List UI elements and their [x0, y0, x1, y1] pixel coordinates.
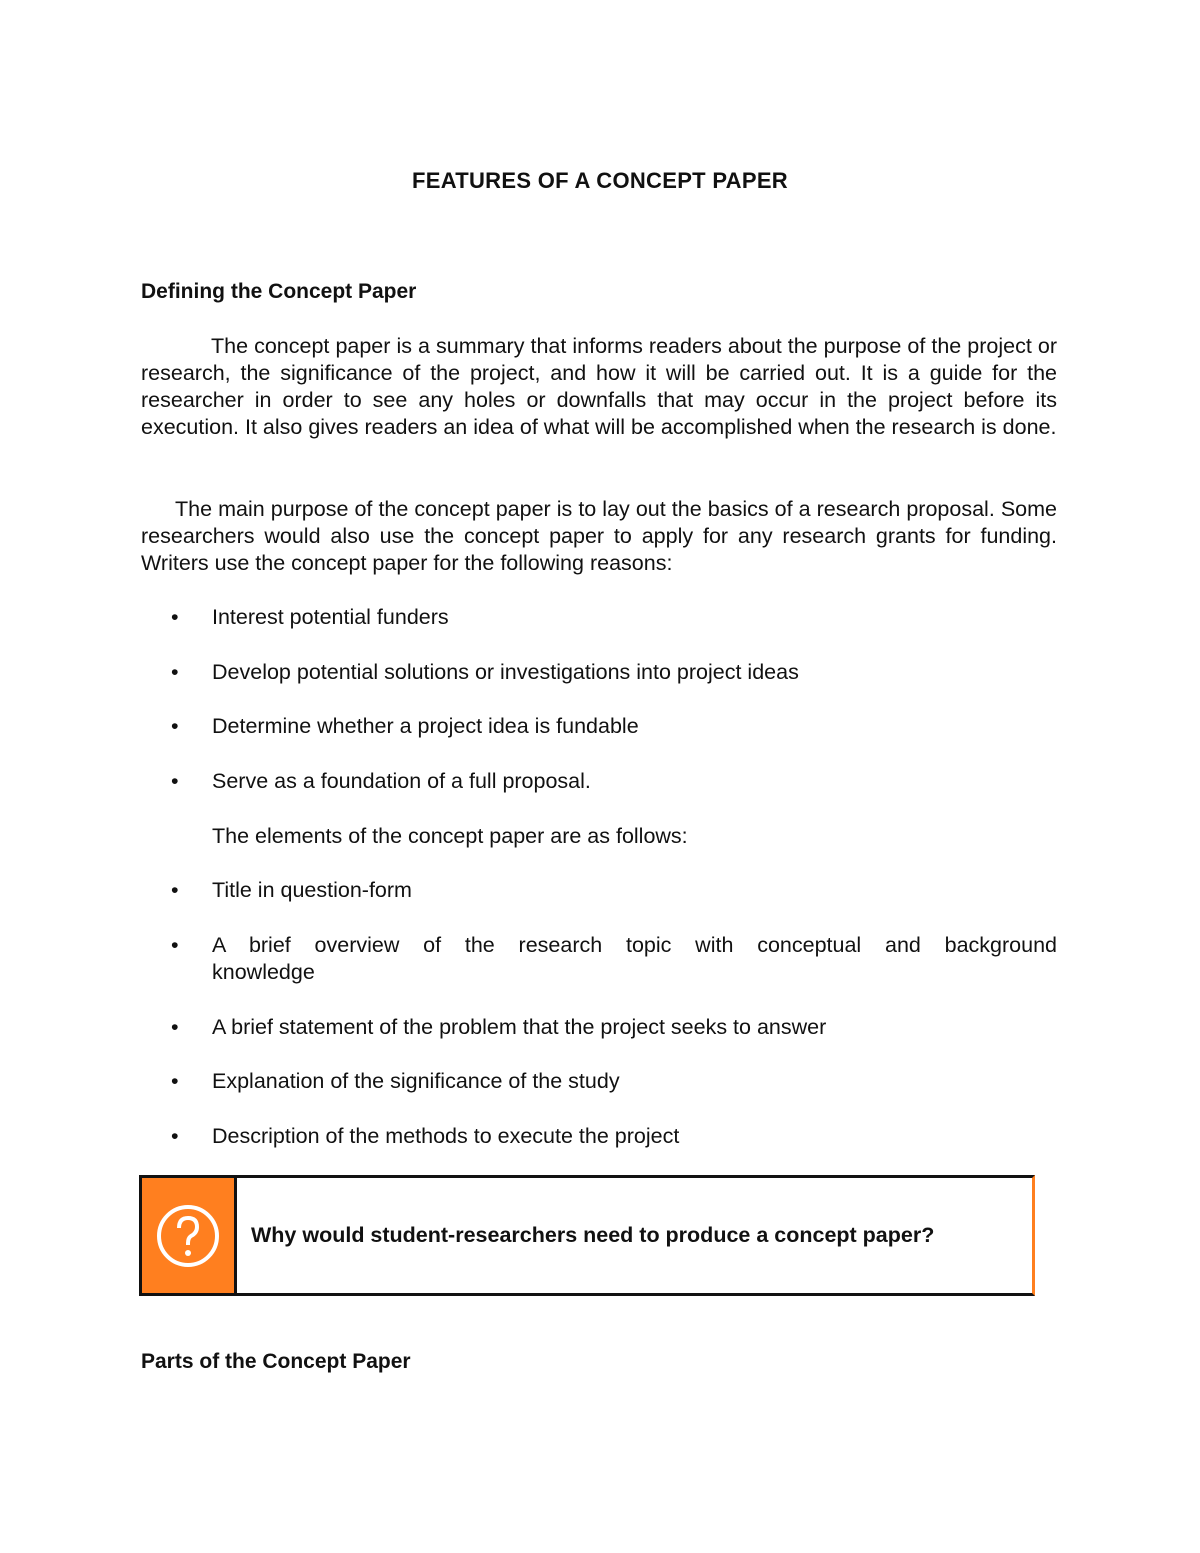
list-item: • Develop potential solutions or investigations into project ideas: [171, 660, 799, 684]
paragraph-purpose: The main purpose of the concept paper is to lay out the basics of a research proposal. Some researchers would also use the concept paper to apply for any research grants for funding. Writers use the concept paper for the following reasons:: [141, 497, 1057, 575]
list-item: • Serve as a foundation of a full proposal.: [171, 769, 591, 793]
list-item: • Description of the methods to execute the project: [171, 1124, 680, 1148]
section-heading-parts: Parts of the Concept Paper: [141, 1350, 411, 1373]
list-item: • Interest potential funders: [171, 605, 449, 629]
elements-intro: The elements of the concept paper are as follows:: [212, 824, 688, 848]
paragraph-definition: The concept paper is a summary that informs readers about the purpose of the project or research, the significance of the project, and how it will be carried out. It is a guide for the researcher in order to see any holes or downfalls that may occur in the project before its execution. It also gives readers an idea of what will be accomplished when the research is done.: [141, 334, 1057, 439]
callout-question: Why would student-researchers need to produce a concept paper?: [251, 1223, 935, 1247]
callout-box: [139, 1175, 1035, 1296]
list-item: • A brief overview of the research topic with conceptual and background knowledge: [171, 933, 1057, 984]
list-item: • A brief statement of the problem that the project seeks to answer: [171, 1015, 827, 1039]
question-circle-icon: [142, 1178, 237, 1293]
section-heading-defining: Defining the Concept Paper: [141, 280, 417, 303]
list-item: • Explanation of the significance of the study: [171, 1069, 620, 1093]
list-item: • Title in question-form: [171, 878, 412, 902]
list-item: • Determine whether a project idea is fundable: [171, 714, 639, 738]
page-title: FEATURES OF A CONCEPT PAPER: [411, 168, 788, 193]
